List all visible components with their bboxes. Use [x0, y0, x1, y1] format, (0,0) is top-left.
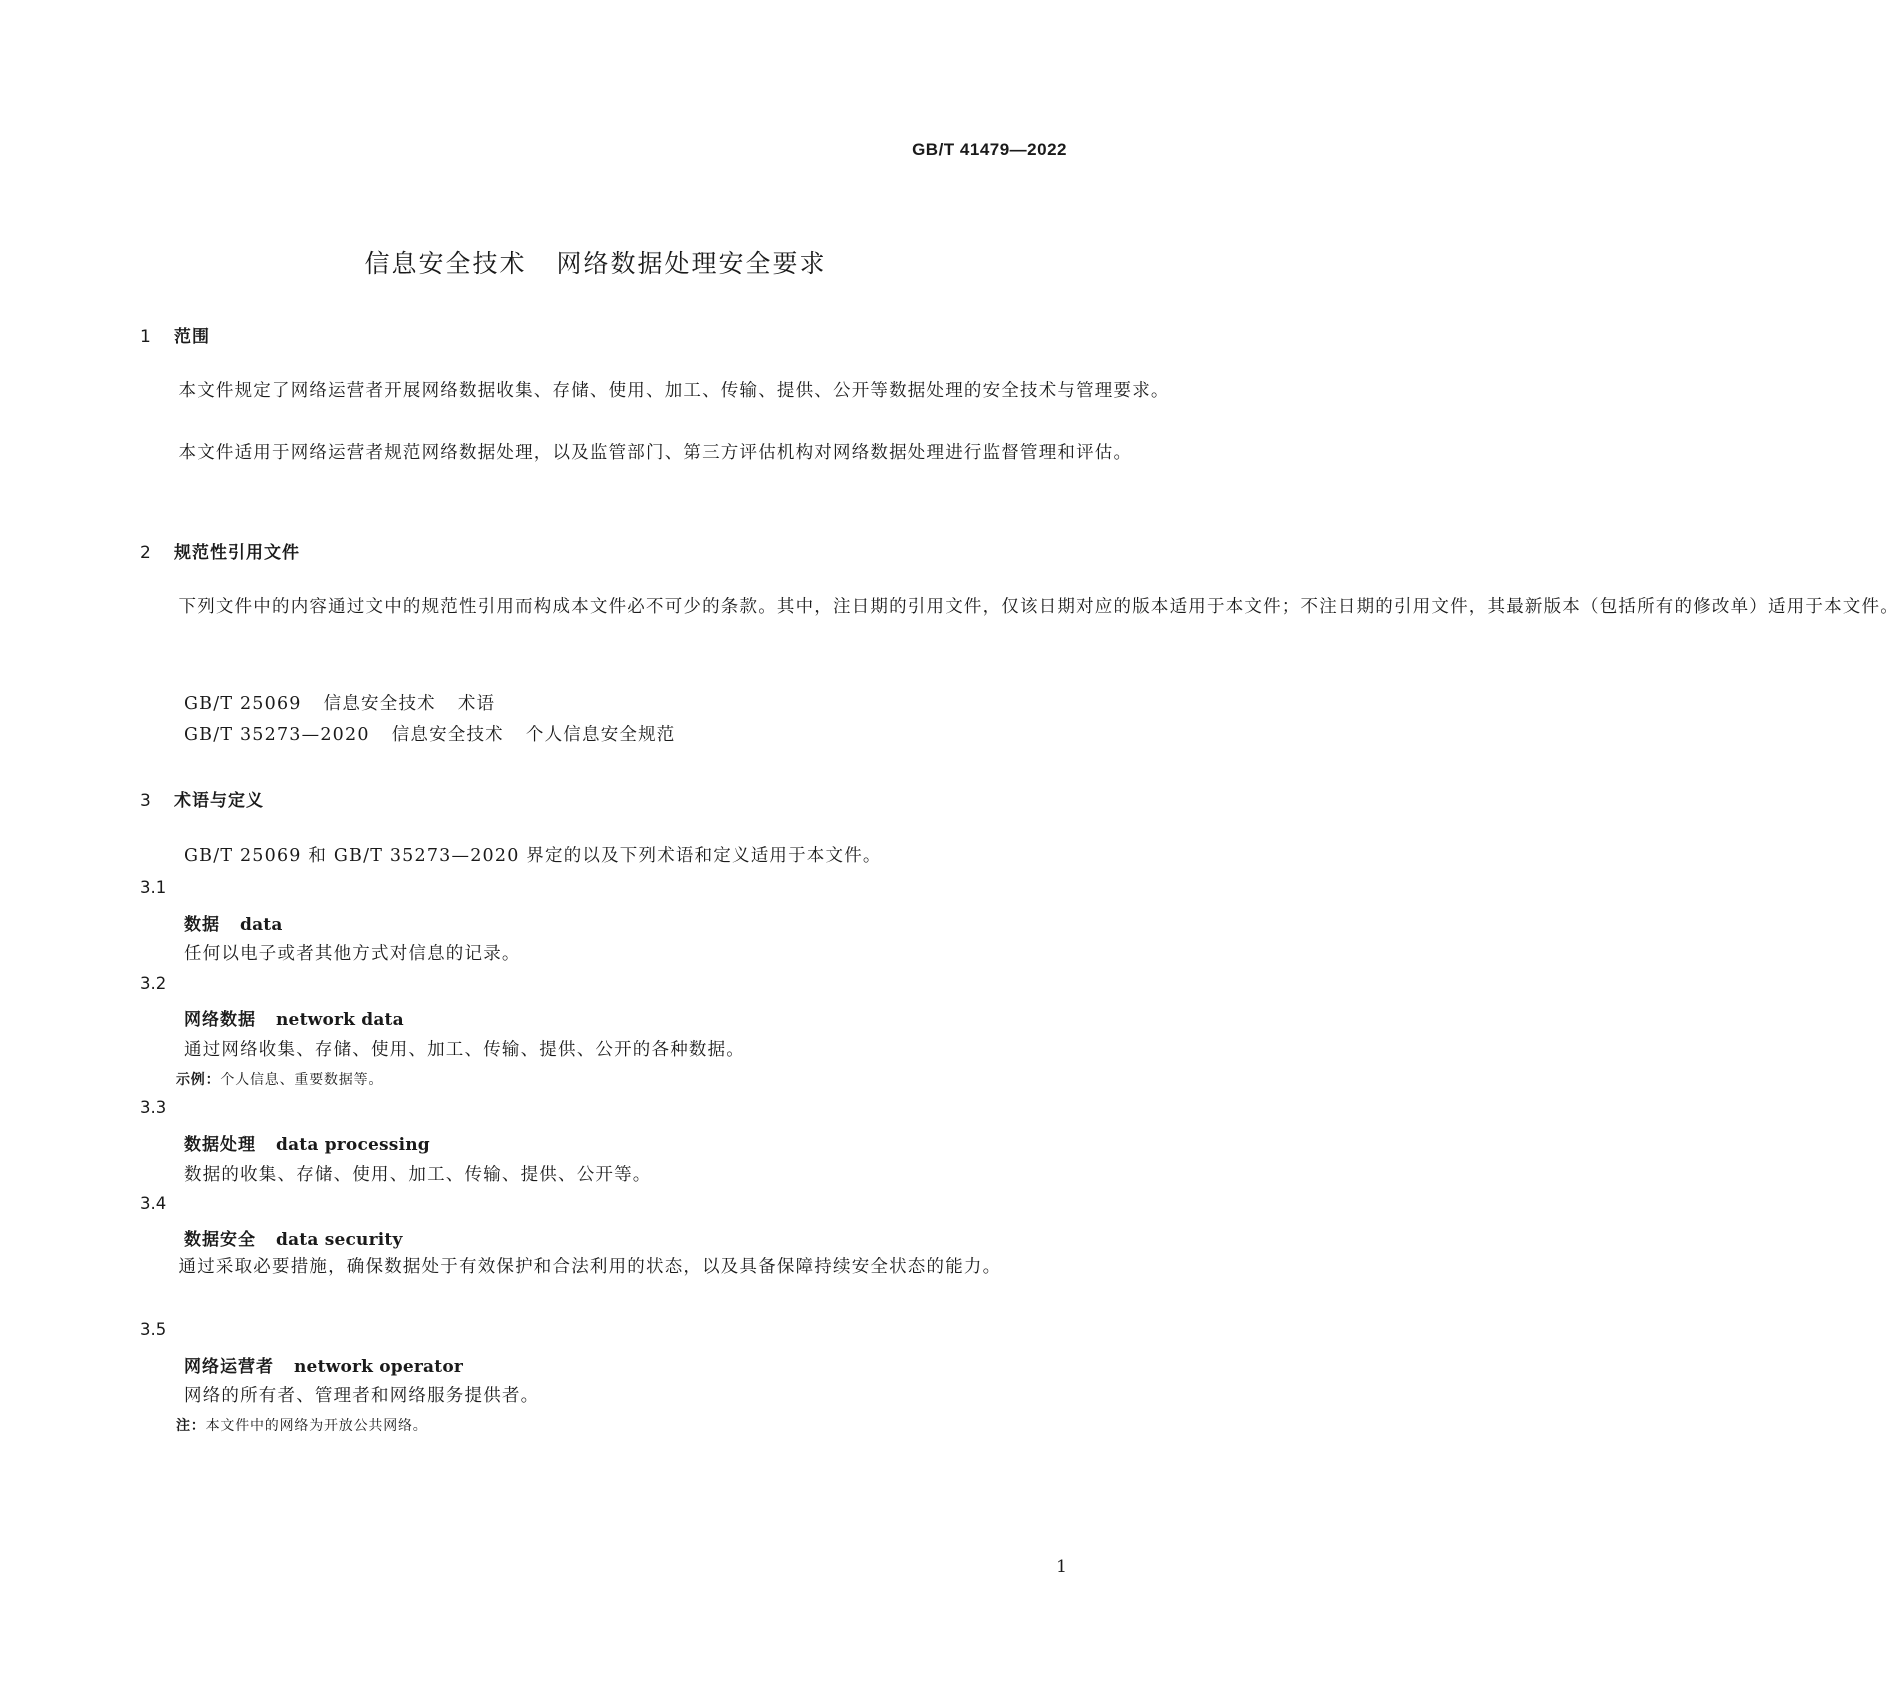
title-part-2: 网络数据处理安全要求	[556, 249, 827, 278]
section-title: 范围	[174, 327, 210, 347]
section-title: 规范性引用文件	[174, 543, 300, 563]
reference-code: GB/T 25069	[184, 694, 302, 714]
section-3-intro: GB/T 25069 和 GB/T 35273—2020 界定的以及下列术语和定义适用于本文件。	[184, 846, 882, 866]
reference-title: 信息安全技术	[391, 725, 504, 745]
standard-code: GB/T 41479—2022	[912, 140, 1067, 159]
term-en: data security	[276, 1230, 403, 1250]
term-zh: 网络运营者	[184, 1357, 274, 1377]
term-definition: 网络的所有者、管理者和网络服务提供者。	[184, 1386, 540, 1406]
term-example	[176, 1069, 383, 1089]
term-number: 3.1	[140, 878, 167, 897]
reference-code: GB/T 35273—2020	[184, 725, 370, 745]
term-zh: 数据安全	[184, 1230, 256, 1250]
term-heading	[184, 910, 283, 935]
term-definition: 任何以电子或者其他方式对信息的记录。	[184, 944, 521, 964]
note-label: 注：	[176, 1418, 206, 1434]
term-number: 3.4	[140, 1194, 167, 1213]
term-heading	[184, 1225, 403, 1250]
section-1-paragraph-2: 本文件适用于网络运营者规范网络数据处理，以及监管部门、第三方评估机构对网络数据处理进行监督管理和评估。	[178, 443, 1133, 463]
term-heading	[184, 1352, 463, 1377]
reference-item	[184, 721, 676, 746]
reference-subtitle: 术语	[457, 694, 496, 714]
section-number: 1	[140, 327, 152, 347]
term-number: 3.2	[140, 974, 167, 993]
section-2-heading	[140, 538, 300, 563]
term-note	[176, 1415, 428, 1435]
term-definition: 数据的收集、存储、使用、加工、传输、提供、公开等。	[184, 1165, 652, 1185]
section-number: 3	[140, 791, 152, 811]
section-3-heading	[140, 786, 264, 811]
term-en: network operator	[294, 1357, 464, 1377]
term-definition: 通过采取必要措施，确保数据处于有效保护和合法利用的状态，以及具备保障持续安全状态的能力。	[178, 1257, 1002, 1277]
reference-title: 信息安全技术	[323, 694, 436, 714]
section-2-paragraph-1: 下列文件中的内容通过文中的规范性引用而构成本文件必不可少的条款。其中，注日期的引用文件，仅该日期对应的版本适用于本文件；不注日期的引用文件，其最新版本（包括所有的修改单）适用于本文件。	[178, 597, 1899, 617]
term-heading	[184, 1130, 430, 1155]
reference-item	[184, 690, 495, 715]
term-en: data processing	[276, 1135, 430, 1155]
term-zh: 数据处理	[184, 1135, 256, 1155]
term-number: 3.3	[140, 1098, 167, 1117]
term-heading	[184, 1005, 404, 1030]
section-1-paragraph-1: 本文件规定了网络运营者开展网络数据收集、存储、使用、加工、传输、提供、公开等数据处理的安全技术与管理要求。	[178, 381, 1170, 401]
term-en: network data	[276, 1010, 404, 1030]
section-title: 术语与定义	[174, 791, 264, 811]
term-definition: 通过网络收集、存储、使用、加工、传输、提供、公开的各种数据。	[184, 1040, 745, 1060]
reference-subtitle: 个人信息安全规范	[525, 725, 676, 745]
example-text: 个人信息、重要数据等。	[220, 1072, 384, 1088]
term-zh: 数据	[184, 915, 220, 935]
document-title	[0, 244, 1191, 280]
term-zh: 网络数据	[184, 1010, 256, 1030]
section-1-heading	[140, 322, 210, 347]
term-en: data	[240, 915, 283, 935]
example-label: 示例：	[176, 1072, 221, 1088]
title-part-1: 信息安全技术	[364, 249, 527, 278]
note-text: 本文件中的网络为开放公共网络。	[205, 1418, 428, 1434]
term-number: 3.5	[140, 1320, 167, 1339]
page-number: 1	[1056, 1557, 1067, 1577]
section-number: 2	[140, 543, 152, 563]
